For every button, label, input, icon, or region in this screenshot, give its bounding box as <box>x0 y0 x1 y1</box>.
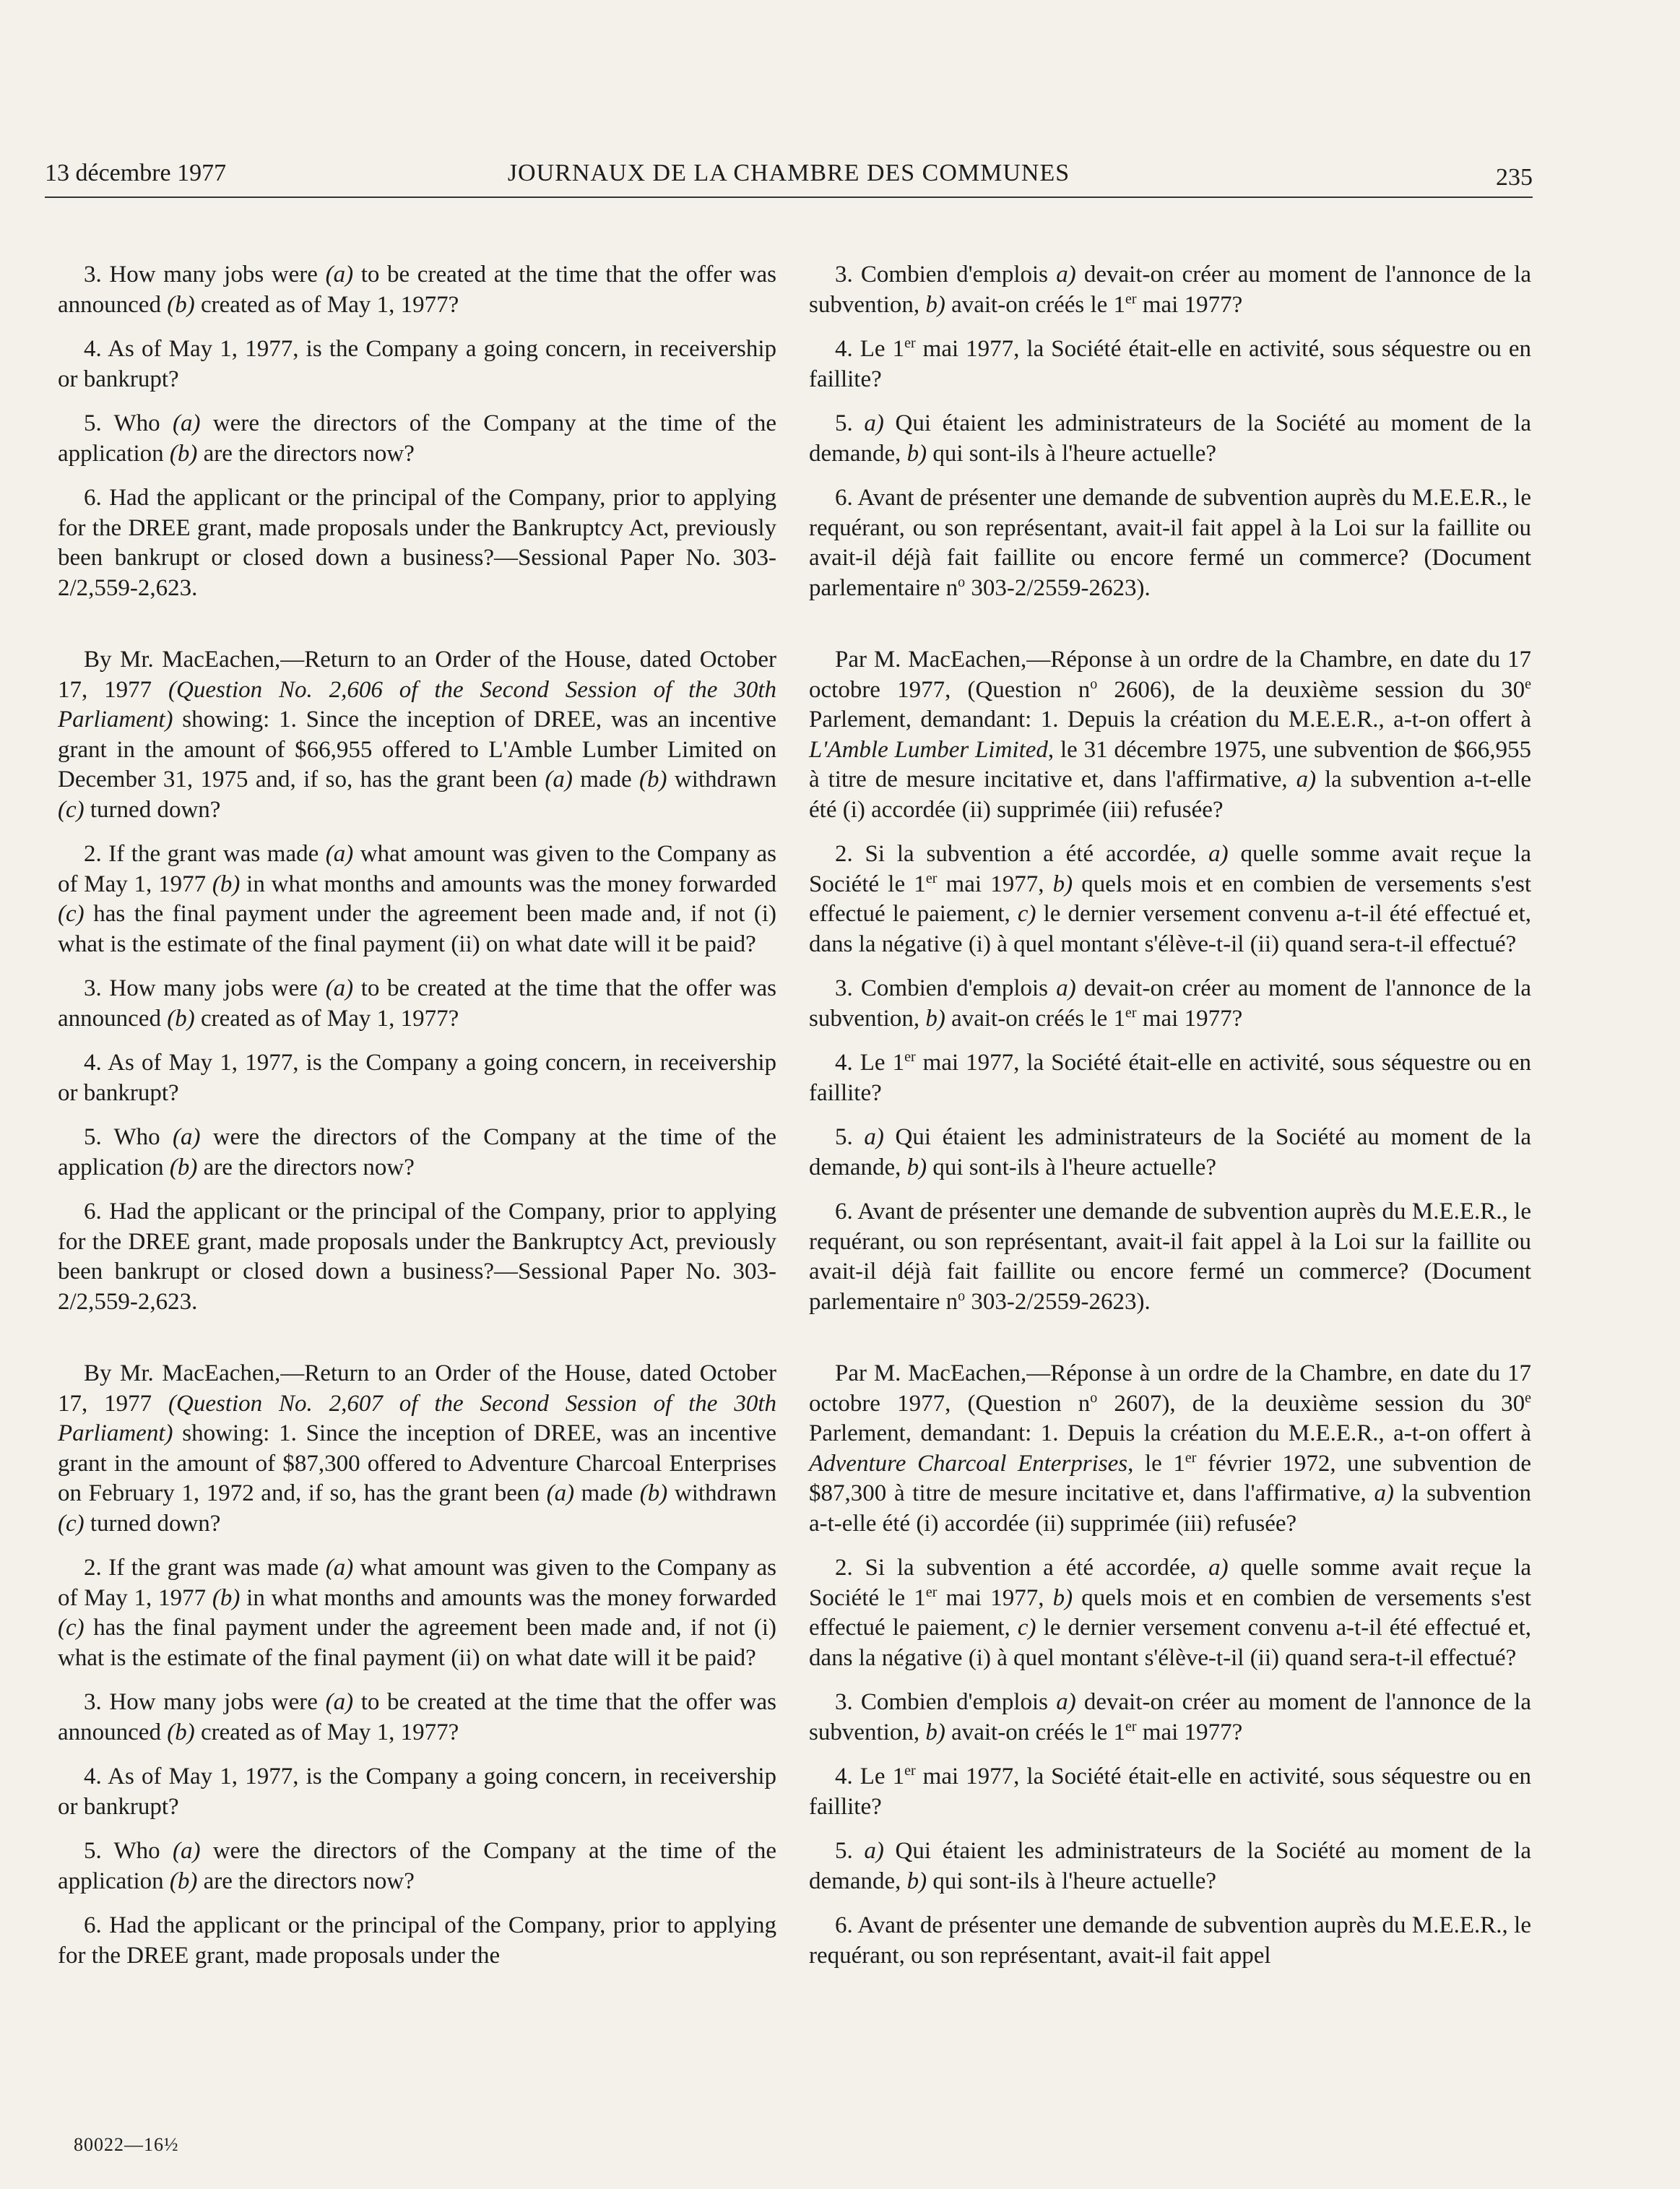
paragraph: 3. Combien d'emplois a) devait-on créer au moment de l'annonce de la subvention, b) avait-on créés le 1er mai 1977? <box>809 262 1531 318</box>
question-block-continued-fr <box>809 260 1531 603</box>
return-2606-block-fr <box>809 645 1531 1317</box>
paragraph: 6. Had the applicant or the principal of the Company, prior to applying for the DREE grant, made proposals under the <box>58 1912 776 1969</box>
paragraph: 3. How many jobs were (a) to be created at the time that the offer was announced (b) created as of May 1, 1977? <box>58 1689 776 1745</box>
paragraph: 6. Avant de présenter une demande de subvention auprès du M.E.E.R., le requérant, ou son représentant, avait-il fait appel à la Loi sur la faillite ou avait-il déjà fait faillite ou encore fermé un commerce? (Document parlementaire $n^o$ 303-2/2559-2623). <box>809 485 1531 601</box>
paragraph: 4. As of May 1, 1977, is the Company a going concern, in receivership or bankrupt? <box>58 1763 776 1820</box>
paragraph: By Mr. MacEachen,—Return to an Order of the House, dated October 17, 1977 (Question No. 2,606 of the Second Session of the 30th Parliament) showing: 1. Since the inception of DREE, was an incentive grant in the amount of $66,955 offered to L'Amble Lumber Limited on December 31, 1975 and, if so, has the grant been (a) made (b) withdrawn (c) turned down? <box>58 647 777 823</box>
paragraph: 2. If the grant was made (a) what amount was given to the Company as of May 1, 1977 (b) in what months and amounts was the money forwarded (c) has the final payment under the agreement been made and, if not (i) what is the estimate of the final payment (ii) on what date will it be paid? <box>58 841 776 957</box>
paragraph: 2. Si la subvention a été accordée, a) quelle somme avait reçue la Société le 1er mai 1977, b) quels mois et en combien de versements s'est effectué le paiement, c) le dernier versement convenu a-t-il été effectué et, dans la négative (i) à quel montant s'élève-t-il (ii) quand sera-t-il effectué? <box>809 841 1532 957</box>
paragraph: By Mr. MacEachen,—Return to an Order of the House, dated October 17, 1977 (Question No. 2,607 of the Second Session of the 30th Parliament) showing: 1. Since the inception of DREE, was an incentive grant in the amount of $87,300 offered to Adventure Charcoal Enterprises on February 1, 1972 and, if so, has the grant been (a) made (b) withdrawn (c) turned down? <box>58 1360 777 1537</box>
paragraph: 2. Si la subvention a été accordée, a) quelle somme avait reçue la Société le 1er mai 1977, b) quels mois et en combien de versements s'est effectué le paiement, c) le dernier versement convenu a-t-il été effectué et, dans la négative (i) à quel montant s'élève-t-il (ii) quand sera-t-il effectué? <box>809 1555 1532 1671</box>
paragraph: 3. Combien d'emplois a) devait-on créer au moment de l'annonce de la subvention, b) avait-on créés le 1er mai 1977? <box>809 975 1531 1032</box>
journal-title: JOURNAUX DE LA CHAMBRE DES COMMUNES <box>507 160 1070 186</box>
paragraph: 4. As of May 1, 1977, is the Company a going concern, in receivership or bankrupt? <box>58 1050 776 1106</box>
question-block-continued <box>58 260 776 603</box>
paragraph: 5. a) Qui étaient les administrateurs de la Société au moment de la demande, b) qui sont-ils à l'heure actuelle? <box>809 1124 1532 1180</box>
print-code: 80022—16½ <box>74 2134 179 2155</box>
english-column <box>58 260 776 1985</box>
paragraph: 3. How many jobs were (a) to be created at the time that the offer was announced (b) created as of May 1, 1977? <box>58 262 776 318</box>
paragraph: 6. Avant de présenter une demande de subvention auprès du M.E.E.R., le requérant, ou son représentant, avait-il fait appel à la Loi sur la faillite ou avait-il déjà fait faillite ou encore fermé un commerce? (Document parlementaire $n^o$ 303-2/2559-2623). <box>809 1199 1531 1315</box>
paragraph: 6. Avant de présenter une demande de subvention auprès du M.E.E.R., le requérant, ou son représentant, avait-il fait appel <box>809 1912 1531 1969</box>
paragraph: 5. a) Qui étaient les administrateurs de la Société au moment de la demande, b) qui sont-ils à l'heure actuelle? <box>809 410 1532 467</box>
paragraph: 5. Who (a) were the directors of the Company at the time of the application (b) are the directors now? <box>58 410 776 467</box>
paragraph: 2. If the grant was made (a) what amount was given to the Company as of May 1, 1977 (b) in what months and amounts was the money forwarded (c) has the final payment under the agreement been made and, if not (i) what is the estimate of the final payment (ii) on what date will it be paid? <box>58 1555 776 1671</box>
paragraph: 4. Le 1er mai 1977, la Société était-elle en activité, sous séquestre ou en faillite? <box>809 335 1531 392</box>
page-number: 235 <box>1496 164 1533 191</box>
running-header <box>45 159 1533 198</box>
paragraph: 6. Had the applicant or the principal of the Company, prior to applying for the DREE grant, made proposals under the Bankruptcy Act, previously been bankrupt or closed down a business?—Sessional Paper No. 303-2/2,559-2,623. <box>58 1199 776 1315</box>
header-date: 13 décembre 1977 <box>45 160 227 186</box>
return-2607-block <box>58 1359 776 1971</box>
paragraph: Par M. MacEachen,—Réponse à un ordre de la Chambre, en date du 17 octobre 1977, (Question $n^o$ 2607), de la deuxième session du 30e Parlement, demandant: 1. Depuis la création du M.E.E.R., a-t-on offert à Adventure Charcoal Enterprises, le 1er février 1972, une subvention de $87,300 à titre de mesure incitative et, dans l'affirmative, a) la subvention a-t-elle été (i) accordée (ii) supprimée (iii) refusée? <box>809 1360 1531 1537</box>
paragraph: 4. Le 1er mai 1977, la Société était-elle en activité, sous séquestre ou en faillite? <box>809 1763 1531 1820</box>
paragraph: 3. Combien d'emplois a) devait-on créer au moment de l'annonce de la subvention, b) avait-on créés le 1er mai 1977? <box>809 1689 1531 1745</box>
paragraph: 3. How many jobs were (a) to be created at the time that the offer was announced (b) created as of May 1, 1977? <box>58 975 776 1032</box>
french-column <box>809 260 1531 1985</box>
paragraph: Par M. MacEachen,—Réponse à un ordre de la Chambre, en date du 17 octobre 1977, (Question $n^o$ 2606), de la deuxième session du 30e Parlement, demandant: 1. Depuis la création du M.E.E.R., a-t-on offert à L'Amble Lumber Limited, le 31 décembre 1975, une subvention de $66,955 à titre de mesure incitative et, dans l'affirmative, a) la subvention a-t-elle été (i) accordée (ii) supprimée (iii) refusée? <box>809 647 1531 823</box>
return-2606-block <box>58 645 776 1317</box>
paragraph: 4. As of May 1, 1977, is the Company a going concern, in receivership or bankrupt? <box>58 336 776 392</box>
paragraph: 6. Had the applicant or the principal of the Company, prior to applying for the DREE grant, made proposals under the Bankruptcy Act, previously been bankrupt or closed down a business?—Sessional Paper No. 303-2/2,559-2,623. <box>58 485 776 601</box>
paragraph: 5. Who (a) were the directors of the Company at the time of the application (b) are the directors now? <box>58 1124 776 1180</box>
paragraph: 4. Le 1er mai 1977, la Société était-elle en activité, sous séquestre ou en faillite? <box>809 1049 1531 1106</box>
return-2607-block-fr <box>809 1359 1531 1971</box>
paragraph: 5. Who (a) were the directors of the Company at the time of the application (b) are the directors now? <box>58 1838 776 1894</box>
paragraph: 5. a) Qui étaient les administrateurs de la Société au moment de la demande, b) qui sont-ils à l'heure actuelle? <box>809 1838 1532 1894</box>
